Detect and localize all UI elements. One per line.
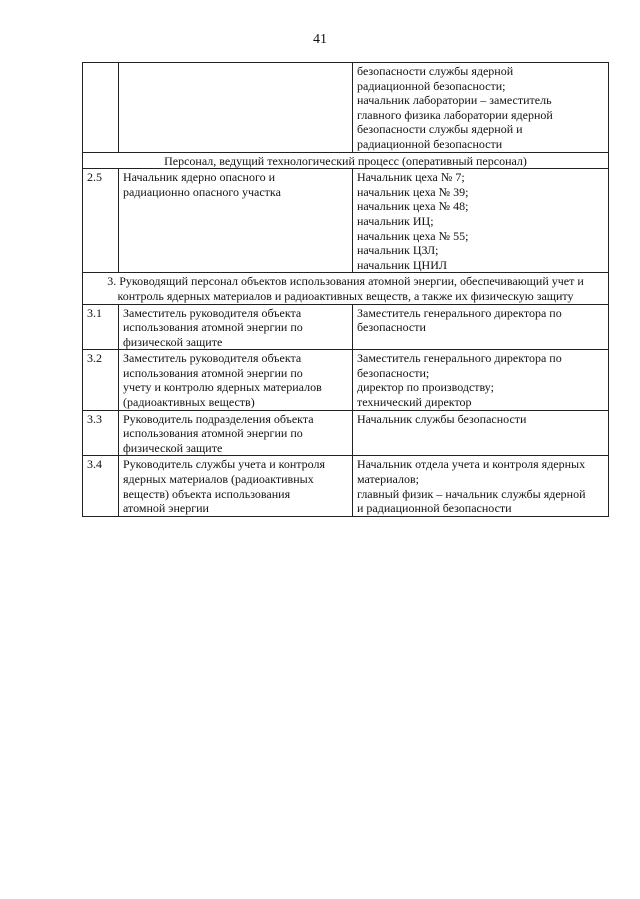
responsible-line: начальник цеха № 48; xyxy=(357,199,469,214)
item-number: 2.5 xyxy=(83,169,119,273)
position-line: Начальник ядерно опасного и xyxy=(123,170,276,185)
responsible-line: главного физика лаборатории ядерной xyxy=(357,107,553,122)
responsible-line: директор по производству; xyxy=(357,380,494,395)
position-line: Заместитель руководителя объекта xyxy=(123,351,302,366)
position-cell xyxy=(119,410,353,456)
position-cell xyxy=(119,169,353,273)
table-row xyxy=(83,350,609,410)
responsible-line: радиационной безопасности; xyxy=(357,78,506,93)
item-number: 3.4 xyxy=(83,456,119,516)
responsible-line: радиационной безопасности xyxy=(357,136,503,151)
position-line: (радиоактивных веществ) xyxy=(123,395,255,410)
responsible-line: безопасности xyxy=(357,320,426,335)
table-row xyxy=(83,456,609,516)
responsible-line: безопасности; xyxy=(357,365,430,380)
position-line: учету и контролю ядерных материалов xyxy=(123,380,322,395)
responsible-cell xyxy=(353,63,609,153)
page-number: 41 xyxy=(313,32,327,47)
item-number xyxy=(83,63,119,153)
responsible-line: начальник ЦЗЛ; xyxy=(357,243,439,258)
position-cell xyxy=(119,304,353,350)
position-line: Руководитель службы учета и контроля xyxy=(123,457,326,472)
responsible-line: начальник цеха № 55; xyxy=(357,228,469,243)
responsible-line: безопасности службы ядерной и xyxy=(357,122,523,137)
responsible-cell xyxy=(353,456,609,516)
table-row xyxy=(83,63,609,153)
item-number: 3.3 xyxy=(83,410,119,456)
table-row xyxy=(83,304,609,350)
responsible-line: Заместитель генерального директора по xyxy=(357,351,562,366)
position-line: физической защите xyxy=(123,440,223,455)
responsible-line: начальник ЦНИЛ xyxy=(357,257,448,272)
section-header-line: 3. Руководящий персонал объектов использования атомной энергии, обеспечивающий учет и xyxy=(107,274,584,289)
position-line: использования атомной энергии по xyxy=(123,320,303,335)
responsible-line: начальник цеха № 39; xyxy=(357,184,469,199)
responsible-line: технический директор xyxy=(357,395,472,410)
responsible-line: начальник лаборатории – заместитель xyxy=(357,93,552,108)
position-line: ядерных материалов (радиоактивных xyxy=(123,472,314,487)
position-line: Руководитель подразделения объекта xyxy=(123,411,314,426)
position-line: веществ) объекта использования xyxy=(123,486,291,501)
section-header-line: контроль ядерных материалов и радиоактивных веществ, а также их физическую защиту xyxy=(117,288,574,303)
table-row xyxy=(83,169,609,273)
position-line: радиационно опасного участка xyxy=(123,184,281,199)
position-cell xyxy=(119,63,353,153)
section-header-cell xyxy=(83,152,609,169)
section-header-row xyxy=(83,152,609,169)
responsible-cell xyxy=(353,350,609,410)
section-header-row xyxy=(83,273,609,304)
position-line: использования атомной энергии по xyxy=(123,365,303,380)
responsible-cell xyxy=(353,304,609,350)
position-cell xyxy=(119,456,353,516)
section-header-line: Персонал, ведущий технологический процесс (оперативный персонал) xyxy=(164,153,527,168)
table-row xyxy=(83,410,609,456)
responsible-line: безопасности службы ядерной xyxy=(357,64,514,78)
item-number: 3.1 xyxy=(83,304,119,350)
responsible-line: и радиационной безопасности xyxy=(357,501,512,516)
responsible-line: материалов; xyxy=(357,472,419,487)
section-header-cell xyxy=(83,273,609,304)
responsible-cell xyxy=(353,410,609,456)
responsible-line: главный физик – начальник службы ядерной xyxy=(357,486,586,501)
position-line: физической защите xyxy=(123,334,223,349)
item-number: 3.2 xyxy=(83,350,119,410)
responsible-line: начальник ИЦ; xyxy=(357,213,434,228)
responsible-line: Заместитель генерального директора по xyxy=(357,305,562,320)
responsible-line: Начальник отдела учета и контроля ядерных xyxy=(357,457,586,472)
personnel-table xyxy=(82,62,609,517)
responsible-line: Начальник службы безопасности xyxy=(357,411,527,426)
responsible-cell xyxy=(353,169,609,273)
position-line: использования атомной энергии по xyxy=(123,426,303,441)
position-line: атомной энергии xyxy=(123,501,209,516)
position-line: Заместитель руководителя объекта xyxy=(123,305,302,320)
position-cell xyxy=(119,350,353,410)
responsible-line: Начальник цеха № 7; xyxy=(357,170,465,185)
